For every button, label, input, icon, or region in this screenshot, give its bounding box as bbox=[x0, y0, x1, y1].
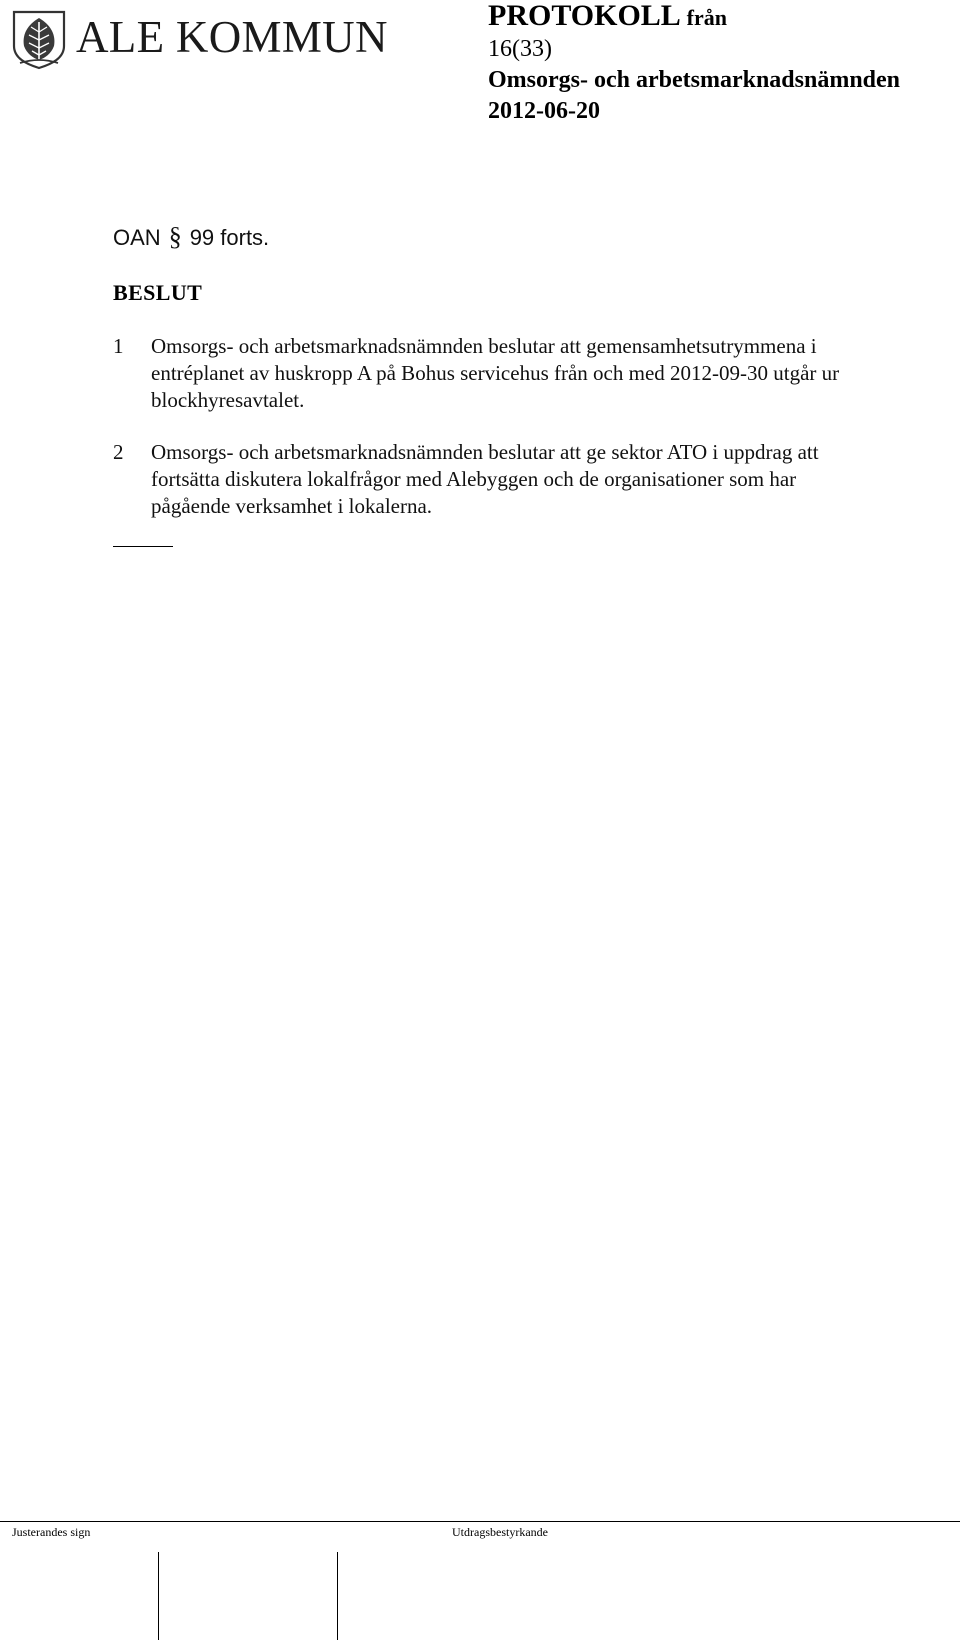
section-prefix: OAN bbox=[113, 225, 161, 250]
justerandes-sign-label: Justerandes sign bbox=[12, 1525, 91, 1539]
decision-item bbox=[113, 439, 933, 520]
meeting-date: 2012-06-20 bbox=[488, 98, 600, 124]
footer-rule bbox=[0, 1521, 960, 1522]
paragraph-sign: § bbox=[168, 222, 182, 251]
decision-item bbox=[113, 333, 933, 414]
document-header bbox=[488, 0, 948, 125]
decision-number: 1 bbox=[113, 334, 124, 358]
signature-box-divider bbox=[337, 1552, 338, 1640]
document-type-suffix: från bbox=[686, 5, 727, 30]
section-reference bbox=[113, 224, 269, 251]
municipal-leaf-logo-icon bbox=[10, 8, 68, 70]
committee-name: Omsorgs- och arbetsmarknadsnämnden bbox=[488, 67, 901, 93]
decision-heading: BESLUT bbox=[113, 280, 203, 305]
section-end-rule bbox=[113, 546, 173, 547]
logo-wordmark: ALE KOMMUN bbox=[76, 12, 388, 62]
document-type-label: PROTOKOLL bbox=[488, 0, 680, 32]
decision-number: 2 bbox=[113, 440, 124, 464]
decision-text: Omsorgs- och arbetsmarknadsnämnden beslutar att gemensamhetsutrymmena i entréplanet av huskropp A på Bohus servicehus från och med 2012-09-30 utgår ur blockhyresavtalet. bbox=[151, 334, 840, 412]
section-number: 99 forts. bbox=[189, 225, 270, 250]
signature-box-divider bbox=[158, 1552, 159, 1640]
utdragsbestyrkande-label: Utdragsbestyrkande bbox=[452, 1525, 548, 1539]
decision-text: Omsorgs- och arbetsmarknadsnämnden beslutar att ge sektor ATO i uppdrag att fortsätta diskutera lokalfrågor med Alebyggen och de organisationer som har pågående verksamhet i lokalerna. bbox=[151, 440, 819, 518]
document-type bbox=[488, 0, 948, 34]
page-number: 16(33) bbox=[488, 36, 552, 62]
